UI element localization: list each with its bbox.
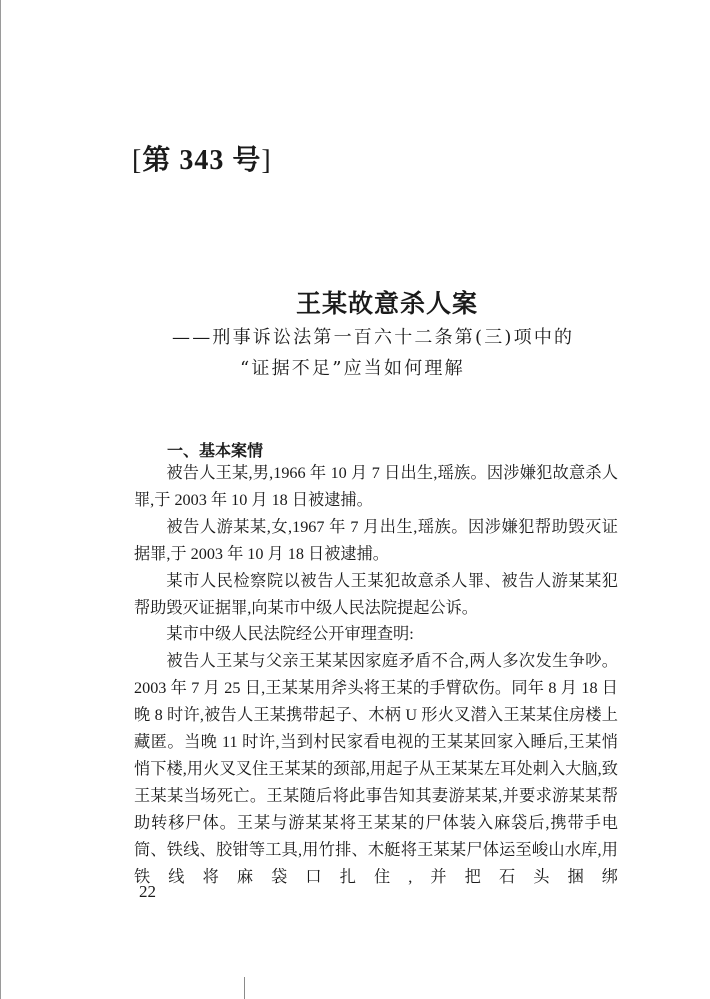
body-text bbox=[134, 460, 618, 891]
case-title: 王某故意杀人案 bbox=[295, 289, 478, 318]
page-number: 22 bbox=[139, 882, 156, 901]
case-number bbox=[132, 138, 272, 178]
section-heading: 一、基本案情 bbox=[167, 441, 264, 460]
case-number-open-bracket: [ bbox=[132, 145, 143, 176]
case-number-close-bracket: ] bbox=[261, 145, 272, 176]
paragraph: 被告人游某某,女,1967 年 7 月出生,瑶族。因涉嫌犯帮助毁灭证据罪,于 2003 年 10 月 18 日被逮捕。 bbox=[134, 517, 618, 563]
case-title-row bbox=[0, 284, 710, 320]
paragraph: 被告人王某与父亲王某某因家庭矛盾不合,两人多次发生争吵。2003 年 7 月 25 日,王某某用斧头将王某的手臂砍伤。同年 8 月 18 日晚 8 时许,被告人王某携带起子、木柄 U 形火叉潜入王某某住房楼上藏匿。当晚 11 时许,当到村民家看电视的王某某回家入睡后,王某悄悄下楼,用火叉叉住王某某的颈部,用起子从王某某左耳处刺入大脑,致王某某当场死亡。王某随后将此事告知其妻游某某,并要求游某某帮助转移尸体。王某与游某某将王某某的尸体装入麻袋后,携带手电筒、铁线、胶钳等工具,用竹排、木艇将王某某尸体运至峻山水库,用铁线将麻袋口扎住,并把石头捆绑 bbox=[134, 652, 618, 886]
case-subtitle-line-2: “证据不足”应当如何理解 bbox=[240, 358, 465, 379]
case-number-label: 第 343 号 bbox=[142, 145, 262, 176]
paragraph: 某市中级人民法院经公开审理查明: bbox=[166, 625, 414, 644]
page-edge-rule bbox=[0, 0, 1, 999]
gutter-mark bbox=[244, 977, 245, 999]
paragraph: 被告人王某,男,1966 年 10 月 7 日出生,瑶族。因涉嫌犯故意杀人罪,于 2003 年 10 月 18 日被逮捕。 bbox=[134, 464, 618, 509]
paragraph: 某市人民检察院以被告人王某犯故意杀人罪、被告人游某某犯帮助毁灭证据罪,向某市中级人民法院提起公诉。 bbox=[134, 571, 618, 617]
case-subtitle-line-1: ——刑事诉讼法第一百六十二条第(三)项中的 bbox=[172, 327, 575, 348]
